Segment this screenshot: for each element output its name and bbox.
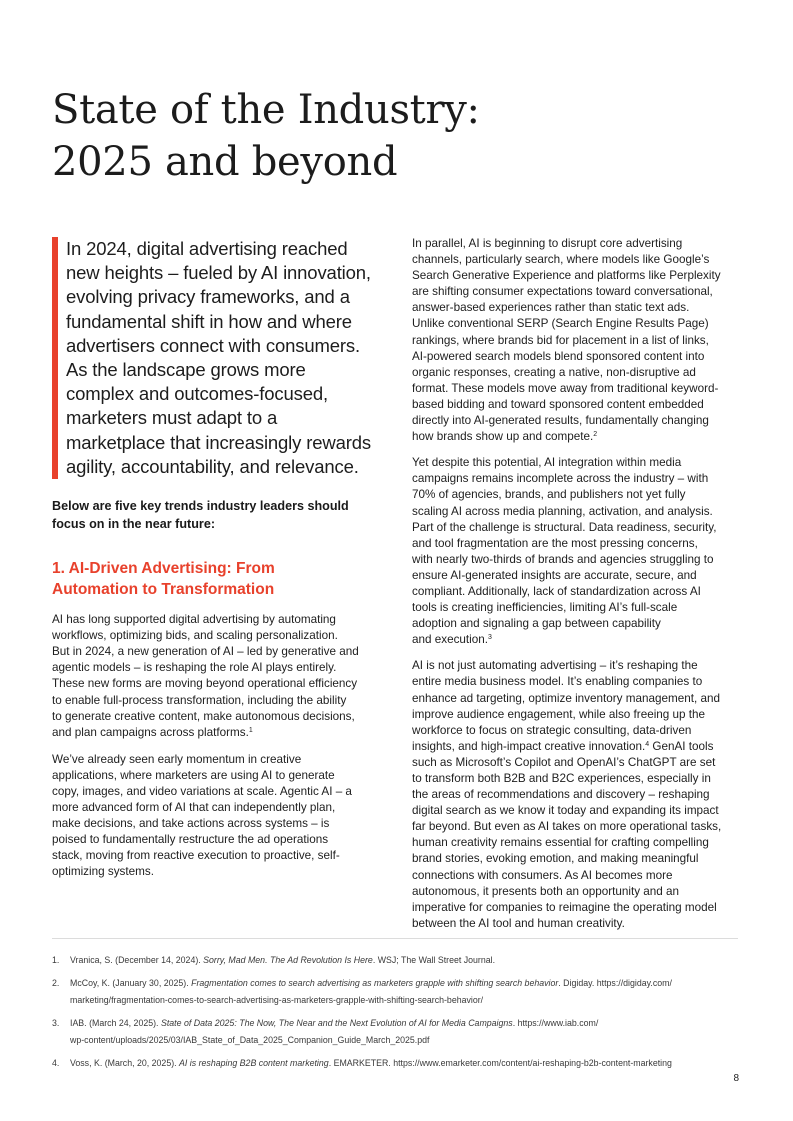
text-line: improve audience engagement, while also freeing up the: [412, 707, 706, 721]
footnote-link[interactable]: . EMARKETER. https://www.emarketer.com/content/ai-reshaping-b2b-content-marketing: [328, 1058, 672, 1068]
text-line: digital search as we know it today and expanding its impact: [412, 804, 719, 818]
text-line: to transform both B2B and B2C experiences, especially in: [412, 772, 711, 785]
text-line: AI-powered search models blend sponsored content into: [412, 349, 705, 363]
right-paragraph-1: [412, 236, 742, 445]
text-fragment: and execution.: [412, 633, 489, 647]
footnote-divider: [52, 938, 738, 939]
footnote-link[interactable]: wp-content/uploads/2025/03/IAB_State_of_Data_2025_Companion_Guide_March_2025.pdf: [70, 1035, 430, 1045]
pullquote-line: As the landscape grows more: [66, 359, 306, 381]
footnote-ref[interactable]: 3: [488, 634, 492, 642]
text-line: autonomous, it presents both an opportunity and an: [412, 884, 680, 898]
text-line: campaigns remains incomplete across the industry – with: [412, 472, 709, 486]
pullquote-line: marketplace that increasingly rewards: [66, 431, 371, 453]
text-line: compliant. Additionally, lack of standardization across AI: [412, 584, 701, 598]
footnote-title: AI is reshaping B2B content marketing: [179, 1058, 329, 1068]
footnote-title: Sorry, Mad Men. The Ad Revolution Is Here: [203, 955, 373, 965]
footnote-2: [52, 975, 742, 1009]
footnotes: [52, 952, 742, 1078]
text-fragment: and plan campaigns across platforms.: [52, 725, 249, 739]
text-line: optimizing systems.: [52, 865, 154, 879]
footnote-number: 2.: [52, 978, 60, 988]
text-line: brand stories, evoking emotion, and making meaningful: [412, 852, 699, 866]
footnote-3: [52, 1015, 742, 1049]
footnote-line: [70, 1015, 598, 1032]
text-line: format. These models move away from traditional keyword-: [412, 381, 719, 395]
text-line: based bidding and toward sponsored content embedded: [412, 397, 704, 411]
intro-bold-text: [52, 497, 387, 533]
footnote-ref[interactable]: 4: [645, 740, 650, 748]
text-fragment: insights, and high-impact creative innovation.: [412, 739, 646, 753]
footnote-ref[interactable]: 2: [593, 431, 598, 439]
text-line: poised to fundamentally restructure the ad operations: [52, 833, 329, 847]
footnote-text: [70, 1015, 598, 1049]
footnote-1: [52, 952, 742, 969]
text-line: Unlike conventional SERP (Search Engine Results Page): [412, 317, 709, 331]
text-line: are shifting consumer expectations toward conversational,: [412, 285, 713, 299]
right-column: [412, 236, 742, 942]
text-line: make decisions, and take actions across systems – is: [52, 817, 330, 831]
text-line: stack, moving from reactive execution to proactive, self-: [52, 849, 340, 863]
footnote-line: [70, 952, 495, 969]
text-line: rankings, where brands bid for placement in a list of links,: [412, 333, 709, 347]
text-line: far beyond. But even as AI takes on more operational tasks,: [412, 820, 722, 834]
footnote-line: [70, 1055, 672, 1072]
text-fragment: how brands show up and compete.: [412, 430, 594, 444]
text-fragment: GenAI tools: [649, 739, 714, 753]
text-line: workflows, optimizing bids, and scaling personalization.: [52, 629, 338, 643]
text-line: [52, 725, 387, 741]
footnote-fragment: IAB. (March 24, 2025).: [70, 1018, 161, 1028]
section-heading-line: Automation to Transformation: [52, 580, 275, 598]
text-line: with nearly two-thirds of brands and agencies struggling to: [412, 552, 714, 566]
footnote-link[interactable]: marketing/fragmentation-comes-to-search-advertising-as-marketers-grapple-with-shifting-search-behavior/: [70, 995, 484, 1005]
footnote-fragment: McCoy, K. (January 30, 2025).: [70, 978, 192, 988]
text-line: channels, particularly search, where models like Google’s: [412, 253, 710, 267]
footnote-number: 4.: [52, 1058, 60, 1068]
title-line: State of the Industry:: [52, 87, 480, 133]
pullquote-line: In 2024, digital advertising reached: [66, 238, 348, 259]
left-column: [52, 237, 387, 881]
text-line: scaling AI across media planning, activation, and analysis.: [412, 504, 713, 518]
title-line: 2025 and beyond: [52, 139, 398, 185]
text-line: [412, 429, 742, 445]
text-line: and tool fragmentation are the most pressing concerns,: [412, 536, 698, 550]
text-line: applications, where marketers are using AI to generate: [52, 768, 335, 782]
pullquote-line: complex and outcomes-focused,: [66, 383, 328, 405]
text-line: Yet despite this potential, AI integration within media: [412, 456, 682, 470]
footnote-title: Fragmentation comes to search advertising as marketers grapple with shifting search behavior: [191, 978, 559, 988]
section-heading: [52, 559, 387, 600]
page-number: 8: [733, 1073, 739, 1084]
text-line: enhance ad targeting, optimize inventory management, and: [412, 691, 720, 705]
footnote-number: 1.: [52, 955, 60, 965]
text-line: 70% of agencies, brands, and publishers not yet fully: [412, 488, 686, 502]
right-paragraph-3: [412, 658, 742, 932]
text-line: between the AI tool and human creativity.: [412, 916, 625, 930]
text-line: We’ve already seen early momentum in creative: [52, 752, 302, 766]
text-line: human creativity remains essential for crafting compelling: [412, 836, 709, 850]
intro-line: focus on in the near future:: [52, 517, 216, 532]
footnote-ref[interactable]: 1: [248, 726, 253, 734]
text-line: [412, 632, 742, 648]
text-line: These new forms are moving beyond operational efficiency: [52, 677, 358, 691]
left-paragraph-1: [52, 612, 387, 741]
pullquote-line: advertisers connect with consumers.: [66, 334, 360, 356]
footnote-number: 3.: [52, 1018, 60, 1028]
text-line: [412, 739, 742, 755]
text-line: adoption and signaling a gap between capability: [412, 617, 661, 631]
text-line: AI is not just automating advertising – it’s reshaping the: [412, 659, 698, 673]
text-line: Search Generative Experience and platforms like Perplexity: [412, 269, 721, 283]
footnote-4: [52, 1055, 742, 1072]
text-line: more advanced form of AI that can independently plan,: [52, 801, 336, 815]
right-paragraph-2: [412, 455, 742, 648]
text-line: AI has long supported digital advertising by automating: [52, 613, 336, 627]
pullquote-line: marketers must adapt to a: [66, 407, 278, 429]
text-line: But in 2024, a new generation of AI – led by generative and: [52, 645, 359, 659]
text-line: directly into AI-generated results, fundamentally changing: [412, 414, 709, 428]
page-title: [52, 84, 652, 188]
footnote-fragment: Voss, K. (March, 20, 2025).: [70, 1058, 180, 1068]
footnote-title: State of Data 2025: The Now, The Near and the Next Evolution of AI for Media Campaigns: [160, 1018, 513, 1028]
footnote-text: [70, 952, 495, 969]
footnote-text: [70, 975, 672, 1009]
text-line: tools is creating inefficiencies, limiting AI’s full-scale: [412, 601, 678, 615]
pullquote-line: agility, accountability, and relevance.: [66, 455, 359, 477]
text-line: to generate creative content, make autonomous decisions,: [52, 709, 355, 723]
footnote-fragment: . WSJ; The Wall Street Journal.: [372, 955, 496, 965]
footnote-line: [70, 975, 672, 992]
text-line: copy, images, and video variations at scale. Agentic AI – a: [52, 784, 352, 798]
text-line: agentic models – is reshaping the role AI plays entirely.: [52, 661, 337, 675]
text-line: imperative for companies to reimagine the operating model: [412, 900, 717, 914]
text-line: workforce to focus on strategic consulting, data-driven: [412, 723, 692, 737]
text-line: In parallel, AI is beginning to disrupt core advertising: [412, 237, 683, 250]
text-line: entire media business model. It’s enabling companies to: [412, 675, 703, 689]
footnote-link[interactable]: . https://www.iab.com/: [512, 1018, 599, 1028]
text-line: organic responses, creating a native, non-disruptive ad: [412, 365, 696, 379]
text-line: such as Microsoft’s Copilot and OpenAI’s ChatGPT are set: [412, 755, 716, 769]
footnote-text: [70, 1055, 672, 1072]
footnote-fragment: Vranica, S. (December 14, 2024).: [70, 955, 204, 965]
text-line: to enable full-process transformation, including the ability: [52, 693, 347, 707]
left-paragraph-2: [52, 752, 387, 881]
text-line: the areas of recommendations and discovery – reshaping: [412, 788, 710, 802]
text-line: Part of the challenge is structural. Data readiness, security,: [412, 520, 717, 534]
text-line: answer-based experiences rather than static text ads.: [412, 301, 690, 315]
text-line: connections with consumers. As AI becomes more: [412, 868, 673, 882]
footnote-link[interactable]: . Digiday. https://digiday.com/: [558, 978, 672, 988]
pullquote-line: evolving privacy frameworks, and a: [66, 286, 350, 308]
section-heading-line: 1. AI-Driven Advertising: From: [52, 560, 275, 578]
text-line: ensure AI-generated insights are accurate, secure, and: [412, 568, 697, 582]
pullquote: [52, 237, 387, 479]
intro-line: Below are five key trends industry leaders should: [52, 499, 349, 514]
pullquote-line: fundamental shift in how and where: [66, 310, 352, 332]
pullquote-line: new heights – fueled by AI innovation,: [66, 262, 371, 284]
